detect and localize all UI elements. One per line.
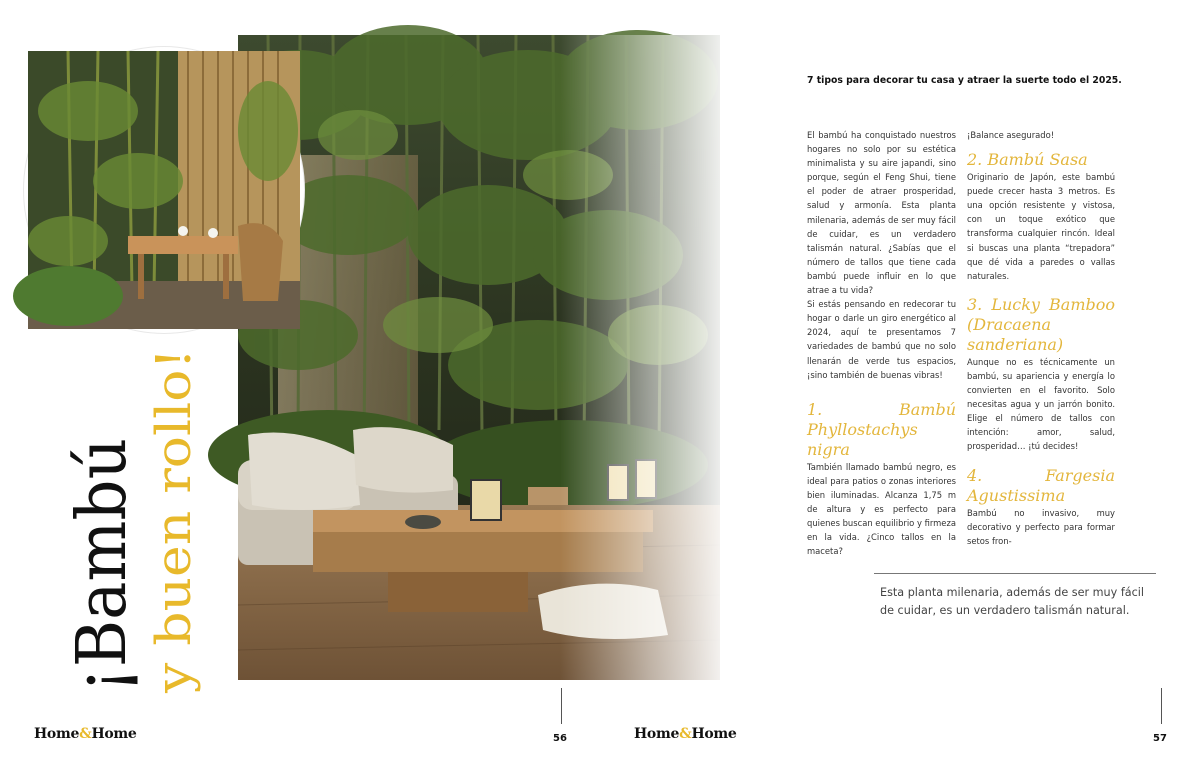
pull-quote-rule — [874, 573, 1156, 574]
article-headline: 7 tipos para decorar tu casa y atraer la suerte todo el 2025. — [807, 75, 1122, 86]
intro-paragraph: Si estás pensando en redecorar tu hogar o darle un giro energético al 2024, aquí te presentamos 7 variedades de bambú que no solo llenarán de verde tus espacios, ¡sino también de buenas vibras! — [807, 299, 956, 380]
text-column-1 — [807, 128, 956, 558]
intro-paragraph: El bambú ha conquistado nuestros hogares no solo por su estética minimalista y su aire japandi, sino porque, según el Feng Shui, tiene el poder de atraer prosperidad, salud y armonía. Esta planta milenaria, además de ser muy fácil de cuidar, es un verdadero talismán natural. ¿Sabías que el número de tallos que tiene cada bambú puede influir en lo que atrae a tu vida? — [807, 130, 956, 296]
photo-fade-overlay — [560, 35, 760, 680]
section-heading: 4. Fargesia Agustissima — [967, 465, 1115, 505]
bamboo-circle-photo — [24, 47, 304, 333]
text-column-2 — [967, 128, 1115, 548]
page-divider-left — [561, 688, 562, 724]
section-body: Aunque no es técnicamente un bambú, su apariencia y energía lo convierten en el favorito. Solo necesitas agua y un jarrón bonito. Elige el número de tallos con intención: amor, salud, prosperidad… ¡tú decides! — [967, 356, 1115, 452]
page-number-left: 56 — [553, 733, 567, 744]
section-body: ¡Balance asegurado! — [967, 130, 1055, 140]
section-body: Bambú no invasivo, muy decorativo y perfecto para formar setos fron- — [967, 507, 1115, 546]
section-body: Originario de Japón, este bambú puede crecer hasta 3 metros. Es una opción resistente y vistosa, con un toque exótico que transforma cualquier rincón. Ideal si buscas una planta “trepadora” que dé vida a paredes o vallas naturales. — [967, 172, 1115, 281]
vertical-title — [32, 345, 202, 695]
brand-logo-right: Home&Home — [634, 726, 737, 742]
section-body: También llamado bambú negro, es ideal para patios o zonas interiores bien iluminadas. Alcanza 1,75 m de altura y es perfecto para quienes buscan equilibrio y firmeza en la vida. ¿Cinco tallos en la maceta? — [807, 461, 956, 557]
page-number-right: 57 — [1153, 733, 1167, 744]
page-divider-right — [1161, 688, 1162, 724]
section-heading: 3. Lucky Bamboo (Dracaena sanderiana) — [967, 294, 1115, 354]
section-heading: 1. Bambú Phyllostachys nigra — [807, 399, 956, 459]
pull-quote: Esta planta milenaria, además de ser muy fácil de cuidar, es un verdadero talismán natural. — [880, 586, 1144, 617]
title-line-1: ¡Bambú — [63, 423, 142, 693]
section-heading: 2. Bambú Sasa — [967, 150, 1088, 170]
brand-logo-left: Home&Home — [34, 726, 137, 742]
title-line-2: y buen rollo! — [146, 383, 202, 693]
